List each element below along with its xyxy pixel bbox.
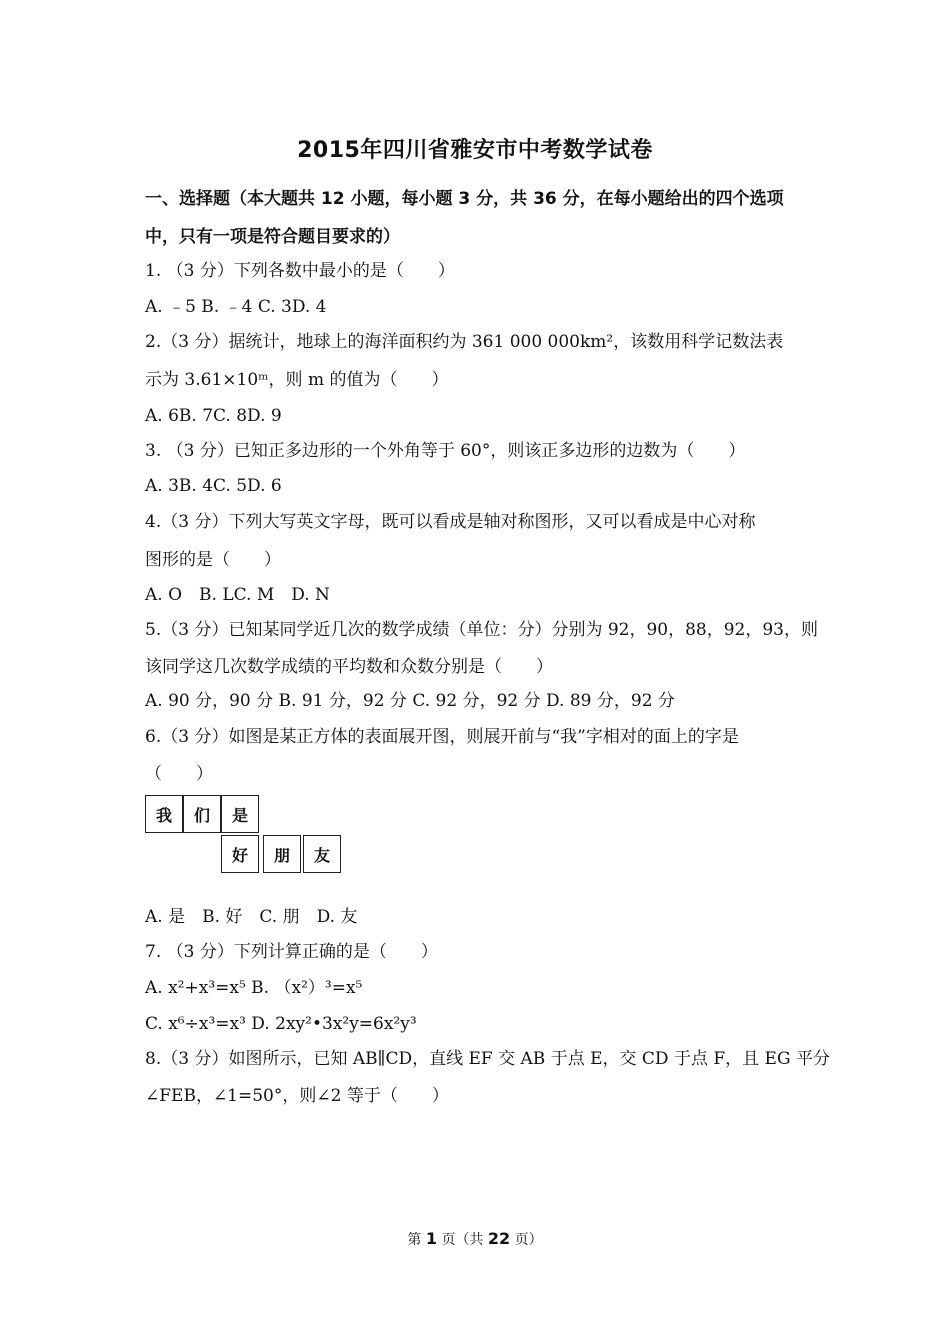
- question-4-options: A. O B. LC. M D. N: [145, 585, 330, 605]
- question-2-options: A. 6B. 7C. 8D. 9: [145, 406, 282, 426]
- section-heading-line-1: 一、选择题（本大题共 12 小题，每小题 3 分，共 36 分，在每小题给出的四个选项: [145, 189, 784, 209]
- cube-face-1: 我: [145, 795, 183, 833]
- question-7: 7. （3 分）下列计算正确的是（ ）: [145, 942, 438, 962]
- footer-total-pages: 22: [487, 1229, 511, 1248]
- question-6-line-2: （ ）: [145, 764, 213, 784]
- question-6-options: A. 是 B. 好 C. 朋 D. 友: [145, 907, 358, 927]
- question-4-line-2: 图形的是（ ）: [145, 550, 281, 570]
- footer-prefix: 第: [407, 1232, 422, 1248]
- page-title: 2015年四川省雅安市中考数学试卷: [297, 138, 653, 163]
- question-1: 1. （3 分）下列各数中最小的是（ ）: [145, 261, 455, 281]
- question-3: 3. （3 分）已知正多边形的一个外角等于 60°，则该正多边形的边数为（ ）: [145, 441, 746, 461]
- question-8-line-2: ∠FEB，∠1=50°，则∠2 等于（ ）: [145, 1086, 449, 1106]
- question-7-options-ab: A. x²+x³=x⁵ B. （x²）³=x⁵: [145, 978, 363, 998]
- question-5-options: A. 90 分，90 分 B. 91 分，92 分 C. 92 分，92 分 D. 89 分，92 分: [145, 691, 675, 711]
- footer-middle: 页（共: [441, 1232, 484, 1248]
- question-2-line-2: 示为 3.61×10ᵐ，则 m 的值为（ ）: [145, 370, 449, 390]
- question-5-line-1: 5.（3 分）已知某同学近几次的数学成绩（单位：分）分别为 92，90，88，92，93，则: [145, 620, 819, 640]
- page-footer: [0, 1229, 950, 1249]
- section-heading-line-2: 中，只有一项是符合题目要求的）: [145, 227, 400, 247]
- footer-suffix: 页）: [514, 1232, 543, 1248]
- cube-face-6: 友: [303, 835, 341, 873]
- cube-face-3: 是: [221, 795, 259, 833]
- question-5-line-2: 该同学这几次数学成绩的平均数和众数分别是（ ）: [145, 657, 553, 677]
- question-6-line-1: 6.（3 分）如图是某正方体的表面展开图，则展开前与“我”字相对的面上的字是: [145, 727, 739, 747]
- cube-face-2: 们: [183, 795, 221, 833]
- footer-page-number: 1: [425, 1229, 437, 1248]
- question-4-line-1: 4.（3 分）下列大写英文字母，既可以看成是轴对称图形，又可以看成是中心对称: [145, 512, 756, 532]
- question-2-line-1: 2.（3 分）据统计，地球上的海洋面积约为 361 000 000km²，该数用科学记数法表: [145, 332, 784, 352]
- question-3-options: A. 3B. 4C. 5D. 6: [145, 476, 282, 496]
- question-8-line-1: 8.（3 分）如图所示，已知 AB∥CD，直线 EF 交 AB 于点 E，交 CD 于点 F，且 EG 平分: [145, 1049, 830, 1069]
- cube-face-5: 朋: [263, 835, 301, 873]
- question-1-options: A. ﹣5 B. ﹣4 C. 3D. 4: [145, 297, 327, 317]
- cube-face-4: 好: [221, 835, 259, 873]
- question-7-options-cd: C. x⁶÷x³=x³ D. 2xy²•3x²y=6x²y³: [145, 1014, 417, 1034]
